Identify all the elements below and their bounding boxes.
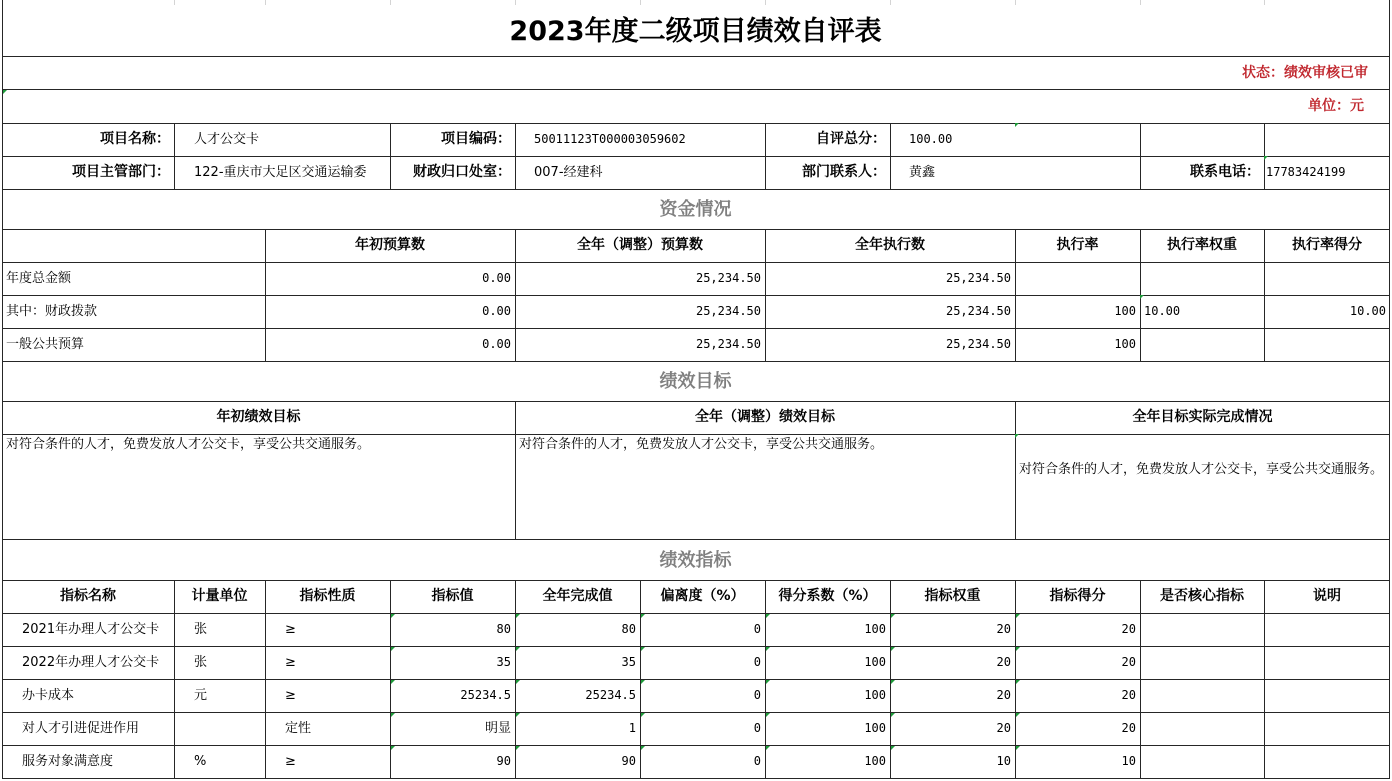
- contact-value[interactable]: 黄鑫: [909, 165, 936, 180]
- cell-marker: [1015, 123, 1019, 127]
- indicator-header-7[interactable]: 指标权重: [924, 588, 981, 604]
- cell-marker: [1264, 156, 1268, 160]
- grid-vline: [1389, 0, 1390, 779]
- grid-vline: [1140, 123, 1141, 189]
- indicator-cell-name[interactable]: 对人才引进促进作用: [22, 721, 140, 736]
- grid-vline: [1264, 0, 1265, 5]
- grid-vline: [515, 229, 516, 361]
- cell-marker: [516, 713, 520, 717]
- grid-hline: [2, 580, 1390, 581]
- indicator-header-10[interactable]: 说明: [1313, 588, 1341, 604]
- indicator-cell-coef[interactable]: 100: [864, 754, 886, 768]
- indicator-header-0[interactable]: 指标名称: [60, 588, 116, 604]
- goals-adjusted-text[interactable]: 对符合条件的人才，免费发放人才公交卡，享受公共交通服务。: [519, 437, 884, 452]
- cell-marker: [391, 614, 395, 618]
- indicator-cell-weight[interactable]: 20: [996, 622, 1011, 636]
- indicator-cell-score[interactable]: 20: [1121, 622, 1136, 636]
- indicator-cell-note[interactable]: [1264, 613, 1390, 646]
- grid-hline: [2, 361, 1390, 362]
- indicator-cell-name[interactable]: 2021年办理人才公交卡: [22, 622, 160, 637]
- grid-hline: [2, 56, 1390, 57]
- indicator-cell-score[interactable]: 20: [1121, 721, 1136, 735]
- cell-marker: [1016, 647, 1020, 651]
- cell-marker: [391, 713, 395, 717]
- grid-vline: [265, 580, 266, 779]
- cell-marker: [766, 614, 770, 618]
- cell-marker: [891, 680, 895, 684]
- indicator-header-6[interactable]: 得分系数（%）: [778, 588, 877, 604]
- cell-marker: [641, 647, 645, 651]
- grid-hline: [2, 189, 1390, 190]
- cell-marker: [391, 746, 395, 750]
- indicator-cell-note[interactable]: [1264, 646, 1390, 679]
- grid-vline: [1264, 580, 1265, 779]
- grid-vline: [390, 123, 391, 189]
- indicator-cell-actual[interactable]: 25234.5: [585, 688, 636, 702]
- cell-marker: [641, 614, 645, 618]
- sheet-title[interactable]: 2023年度二级项目绩效自评表: [509, 15, 882, 47]
- indicator-cell-weight[interactable]: 20: [996, 655, 1011, 669]
- grid-hline: [2, 156, 1390, 157]
- cell-marker: [1016, 746, 1020, 750]
- indicator-cell-score[interactable]: 20: [1121, 688, 1136, 702]
- funds-cell-rate[interactable]: [1015, 262, 1140, 295]
- grid-vline: [1264, 229, 1265, 361]
- cell-marker: [1015, 434, 1019, 438]
- indicator-cell-nature[interactable]: ≥: [285, 622, 296, 637]
- funds-cell-initial[interactable]: 0.00: [482, 304, 511, 318]
- cell-marker: [891, 713, 895, 717]
- indicator-cell-core[interactable]: [1140, 646, 1264, 679]
- indicator-cell-name[interactable]: 办卡成本: [22, 688, 75, 703]
- cell-marker: [391, 647, 395, 651]
- indicator-cell-note[interactable]: [1264, 712, 1390, 745]
- grid-hline: [2, 434, 1390, 435]
- grid-vline: [1015, 229, 1016, 361]
- indicator-cell-unit[interactable]: 张: [194, 655, 208, 670]
- cell-marker: [516, 746, 520, 750]
- indicator-cell-actual[interactable]: 90: [621, 754, 636, 768]
- indicator-header-9[interactable]: 是否核心指标: [1160, 588, 1244, 604]
- funds-header-rate[interactable]: 执行率: [1056, 237, 1099, 253]
- indicator-cell-actual[interactable]: 1: [628, 721, 636, 735]
- grid-hline: [2, 123, 1390, 124]
- indicator-cell-core[interactable]: [1140, 712, 1264, 745]
- contact-label[interactable]: 部门联系人：: [802, 164, 886, 180]
- funds-cell-weight[interactable]: [1140, 328, 1264, 361]
- indicator-cell-unit[interactable]: 张: [194, 622, 208, 637]
- grid-hline: [2, 646, 1390, 647]
- indicator-header-2[interactable]: 指标性质: [299, 588, 356, 604]
- total-score-value[interactable]: 100.00: [909, 132, 953, 146]
- grid-vline: [515, 401, 516, 539]
- indicator-cell-coef[interactable]: 100: [864, 688, 886, 702]
- funds-cell-rate[interactable]: 100: [1114, 337, 1136, 351]
- indicator-header-5[interactable]: 偏离度（%）: [660, 588, 745, 604]
- phone-value[interactable]: 17783424199: [1266, 165, 1346, 179]
- goals-initial-text[interactable]: 对符合条件的人才，免费发放人才公交卡，享受公共交通服务。: [6, 437, 371, 452]
- indicator-header-4[interactable]: 全年完成值: [542, 588, 613, 604]
- indicator-cell-deviation[interactable]: 0: [753, 622, 761, 636]
- grid-vline: [265, 0, 266, 5]
- goals-header-initial[interactable]: 年初绩效目标: [216, 409, 301, 425]
- grid-hline: [2, 295, 1390, 296]
- funds-cell-executed[interactable]: 25,234.50: [945, 304, 1011, 318]
- funds-cell-name[interactable]: 年度总金额: [6, 271, 72, 286]
- grid-hline: [2, 613, 1390, 614]
- cell-marker: [516, 647, 520, 651]
- funds-cell-score[interactable]: [1264, 262, 1390, 295]
- funds-header-weight[interactable]: 执行率权重: [1167, 237, 1237, 253]
- funds-cell-name[interactable]: 一般公共预算: [6, 337, 85, 352]
- indicator-cell-unit[interactable]: 元: [194, 688, 208, 703]
- grid-vline: [515, 0, 516, 5]
- funds-cell-adjusted[interactable]: 25,234.50: [695, 337, 761, 351]
- indicator-cell-weight[interactable]: 20: [996, 721, 1011, 735]
- funds-section-title[interactable]: 资金情况: [659, 198, 732, 220]
- indicator-cell-coef[interactable]: 100: [864, 622, 886, 636]
- grid-hline: [2, 262, 1390, 263]
- grid-hline: [2, 712, 1390, 713]
- project-name-label[interactable]: 项目名称：: [100, 131, 170, 147]
- phone-label[interactable]: 联系电话：: [1190, 164, 1260, 180]
- cell-marker: [766, 746, 770, 750]
- goals-header-adjusted[interactable]: 全年（调整）绩效目标: [695, 409, 835, 425]
- cell-marker: [766, 680, 770, 684]
- finance-label[interactable]: 财政归口处室：: [413, 164, 511, 180]
- funds-cell-rate[interactable]: 100: [1114, 304, 1136, 318]
- indicator-cell-nature[interactable]: ≥: [285, 688, 296, 703]
- grid-vline: [1140, 0, 1141, 5]
- project-name-value[interactable]: 人才公交卡: [194, 132, 260, 147]
- grid-hline: [2, 539, 1390, 540]
- funds-cell-executed[interactable]: 25,234.50: [945, 337, 1011, 351]
- indicator-cell-deviation[interactable]: 0: [753, 721, 761, 735]
- grid-hline: [2, 745, 1390, 746]
- cell-marker: [1016, 713, 1020, 717]
- cell-marker: [1016, 680, 1020, 684]
- indicator-cell-coef[interactable]: 100: [864, 655, 886, 669]
- indicator-header-1[interactable]: 计量单位: [191, 588, 248, 604]
- total-score-label[interactable]: 自评总分：: [816, 131, 886, 147]
- unit-label[interactable]: 单位：元: [1308, 98, 1364, 114]
- grid-vline: [1015, 401, 1016, 539]
- indicator-cell-core[interactable]: [1140, 745, 1264, 778]
- funds-header-score[interactable]: 执行率得分: [1292, 237, 1362, 253]
- indicator-cell-target[interactable]: 80: [496, 622, 511, 636]
- funds-cell-name[interactable]: 其中：财政拨款: [6, 304, 98, 319]
- status-label[interactable]: 状态：绩效审核已审: [1242, 65, 1368, 81]
- cell-marker: [766, 647, 770, 651]
- grid-vline: [890, 123, 891, 189]
- indicator-header-8[interactable]: 指标得分: [1049, 588, 1106, 604]
- cell-marker: [516, 680, 520, 684]
- grid-hline: [2, 229, 1390, 230]
- dept-value[interactable]: 122-重庆市大足区交通运输委: [194, 165, 367, 180]
- cell-marker: [891, 746, 895, 750]
- cell-marker: [641, 746, 645, 750]
- indicator-cell-name[interactable]: 服务对象满意度: [22, 754, 114, 769]
- indicators-section-title[interactable]: 绩效指标: [659, 549, 732, 571]
- funds-cell-adjusted[interactable]: 25,234.50: [695, 304, 761, 318]
- indicator-cell-deviation[interactable]: 0: [753, 754, 761, 768]
- indicator-cell-deviation[interactable]: 0: [753, 655, 761, 669]
- cell-marker: [641, 680, 645, 684]
- grid-vline: [1140, 580, 1141, 779]
- grid-vline: [765, 229, 766, 361]
- cell-marker: [516, 614, 520, 618]
- cell-marker: [641, 713, 645, 717]
- grid-vline: [515, 123, 516, 189]
- indicator-cell-weight[interactable]: 10: [996, 754, 1011, 768]
- indicator-cell-nature[interactable]: ≥: [285, 754, 296, 769]
- indicator-cell-nature[interactable]: 定性: [285, 721, 312, 736]
- goals-actual-text[interactable]: 对符合条件的人才，免费发放人才公交卡，享受公共交通服务。: [1019, 462, 1384, 477]
- dept-label[interactable]: 项目主管部门：: [72, 164, 170, 180]
- indicator-cell-target[interactable]: 明显: [484, 721, 511, 736]
- funds-cell-adjusted[interactable]: 25,234.50: [695, 271, 761, 285]
- cell-marker: [391, 680, 395, 684]
- grid-vline: [174, 123, 175, 189]
- indicator-cell-core[interactable]: [1140, 613, 1264, 646]
- project-code-value[interactable]: 50011123T000003059602: [534, 132, 686, 146]
- indicator-cell-score[interactable]: 10: [1121, 754, 1136, 768]
- goals-header-actual[interactable]: 全年目标实际完成情况: [1132, 409, 1273, 425]
- funds-header-initial[interactable]: 年初预算数: [355, 237, 425, 253]
- cell-marker: [766, 713, 770, 717]
- funds-cell-initial[interactable]: 0.00: [482, 337, 511, 351]
- indicator-cell-actual[interactable]: 35: [621, 655, 636, 669]
- grid-vline: [765, 123, 766, 189]
- grid-hline: [2, 778, 1390, 779]
- indicator-cell-score[interactable]: 20: [1121, 655, 1136, 669]
- grid-vline: [640, 0, 641, 5]
- funds-cell-initial[interactable]: 0.00: [482, 271, 511, 285]
- cell-marker: [3, 90, 7, 94]
- indicator-header-3[interactable]: 指标值: [431, 588, 474, 604]
- funds-header-adjusted[interactable]: 全年（调整）预算数: [577, 237, 703, 253]
- grid-vline: [890, 0, 891, 5]
- indicator-cell-weight[interactable]: 20: [996, 688, 1011, 702]
- funds-cell-executed[interactable]: 25,234.50: [945, 271, 1011, 285]
- grid-vline: [1015, 0, 1016, 5]
- funds-cell-weight[interactable]: [1140, 262, 1264, 295]
- grid-vline: [174, 0, 175, 5]
- funds-cell-score[interactable]: 10.00: [1349, 304, 1386, 318]
- indicator-cell-target[interactable]: 35: [496, 655, 511, 669]
- indicator-cell-actual[interactable]: 80: [621, 622, 636, 636]
- indicator-cell-target[interactable]: 90: [496, 754, 511, 768]
- indicator-cell-unit[interactable]: [174, 712, 265, 745]
- grid-vline: [2, 0, 3, 779]
- grid-vline: [765, 0, 766, 5]
- funds-cell-weight[interactable]: 10.00: [1144, 304, 1181, 318]
- grid-vline: [265, 229, 266, 361]
- grid-vline: [174, 580, 175, 779]
- indicator-cell-name[interactable]: 2022年办理人才公交卡: [22, 655, 160, 670]
- project-code-label[interactable]: 项目编码：: [441, 131, 511, 147]
- cell-marker: [891, 614, 895, 618]
- indicator-cell-coef[interactable]: 100: [864, 721, 886, 735]
- finance-value[interactable]: 007-经建科: [534, 165, 603, 180]
- cell-marker: [1016, 614, 1020, 618]
- goals-section-title[interactable]: 绩效目标: [659, 370, 732, 392]
- indicator-cell-target[interactable]: 25234.5: [460, 688, 511, 702]
- funds-header-executed[interactable]: 全年执行数: [855, 237, 925, 253]
- grid-hline: [2, 89, 1390, 90]
- indicator-cell-core[interactable]: [1140, 679, 1264, 712]
- indicator-cell-unit[interactable]: %: [194, 754, 207, 769]
- grid-hline: [2, 401, 1390, 402]
- grid-hline: [2, 679, 1390, 680]
- cell-marker: [1140, 295, 1144, 299]
- grid-hline: [2, 328, 1390, 329]
- grid-vline: [390, 0, 391, 5]
- cell-marker: [891, 647, 895, 651]
- indicator-cell-deviation[interactable]: 0: [753, 688, 761, 702]
- indicator-cell-note[interactable]: [1264, 745, 1390, 778]
- indicator-cell-nature[interactable]: ≥: [285, 655, 296, 670]
- funds-cell-score[interactable]: [1264, 328, 1390, 361]
- indicator-cell-note[interactable]: [1264, 679, 1390, 712]
